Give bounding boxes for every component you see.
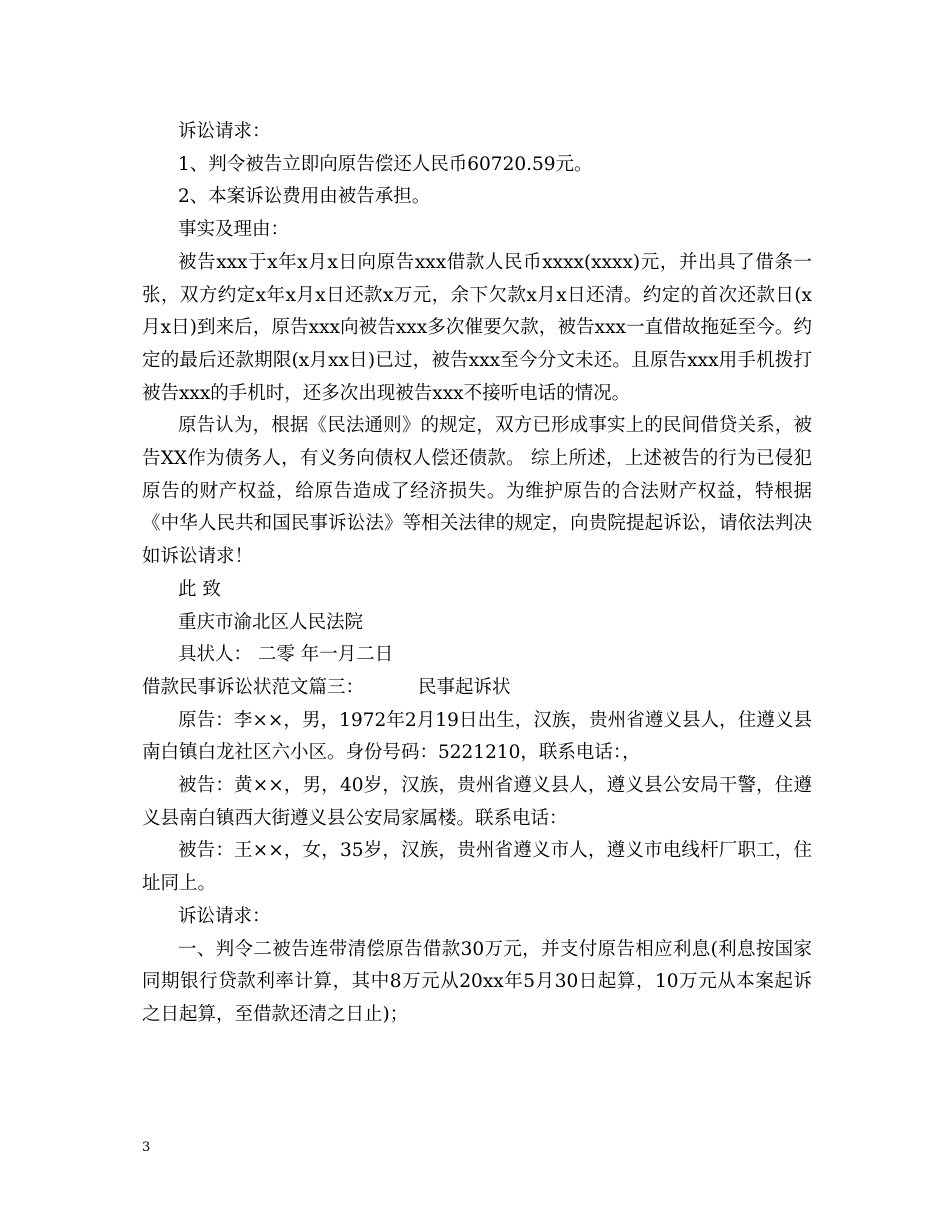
page-number: 3 bbox=[142, 1140, 151, 1155]
facts-paragraph: 原告认为，根据《民法通则》的规定，双方已形成事实上的民间借贷关系，被告XX作为债务人，有义务向债权人偿还债款。 综上所述，上述被告的行为已侵犯原告的财产权益，给原告造成了经济损失。为维护原告的合法财产权益，特根据《中华人民共和国民事诉讼法》等相关法律的规定，向贵院提起诉讼，请依法判决如诉讼请求！ bbox=[142, 415, 812, 568]
facts-paragraph: 被告xxx于x年x月x日向原告xxx借款人民币xxxx(xxxx)元，并出具了借条一张，双方约定x年x月x日还款x万元，余下欠款x月x日还清。约定的首次还款日(x月x日)到来后，原告xxx向被告xxx多次催要欠款，被告xxx一直借故拖延至今。约定的最后还款期限(x月xx日)已过，被告xxx至今分文未还。且原告xxx用手机拨打被告xxx的手机时，还多次出现被告xxx不接听电话的情况。 bbox=[142, 251, 812, 404]
defendant-info: 被告：王××，女，35岁，汉族，贵州省遵义市人，遵义市电线杆厂职工，住址同上。 bbox=[142, 840, 812, 895]
claim-item: 1、判令被告立即向原告偿还人民币60720.59元。 bbox=[178, 153, 593, 175]
defendant-info: 被告：黄××，男，40岁，汉族，贵州省遵义县人，遵义县公安局干警，住遵义县南白镇西大街遵义县公安局家属楼。联系电话： bbox=[142, 775, 812, 829]
section-heading-title: 借款民事诉讼状范文篇三： bbox=[142, 676, 365, 698]
salutation: 此 致 bbox=[178, 578, 221, 600]
claim-item: 2、本案诉讼费用由被告承担。 bbox=[178, 186, 431, 208]
facts-heading: 事实及理由： bbox=[178, 219, 290, 241]
claim-item: 一、判令二被告连带清偿原告借款30万元，并支付原告相应利息(利息按国家同期银行贷款利率计算，其中8万元从20xx年5月30日起算，10万元从本案起诉之日起算，至借款还清之日止)； bbox=[142, 938, 812, 1025]
signature-line: 具状人： 二零 年一月二日 bbox=[178, 644, 394, 666]
section-heading bbox=[142, 672, 812, 705]
section-heading-subtitle: 民事起诉状 bbox=[418, 676, 511, 698]
claim-heading: 诉讼请求： bbox=[178, 905, 271, 927]
court-name: 重庆市渝北区人民法院 bbox=[178, 611, 364, 633]
claim-heading: 诉讼请求： bbox=[178, 121, 271, 142]
document-body bbox=[142, 116, 812, 1032]
plaintiff-info: 原告：李××，男，1972年2月19日出生，汉族，贵州省遵义县人，住遵义县南白镇白龙社区六小区。身份号码：5221210，联系电话：， bbox=[142, 709, 812, 764]
